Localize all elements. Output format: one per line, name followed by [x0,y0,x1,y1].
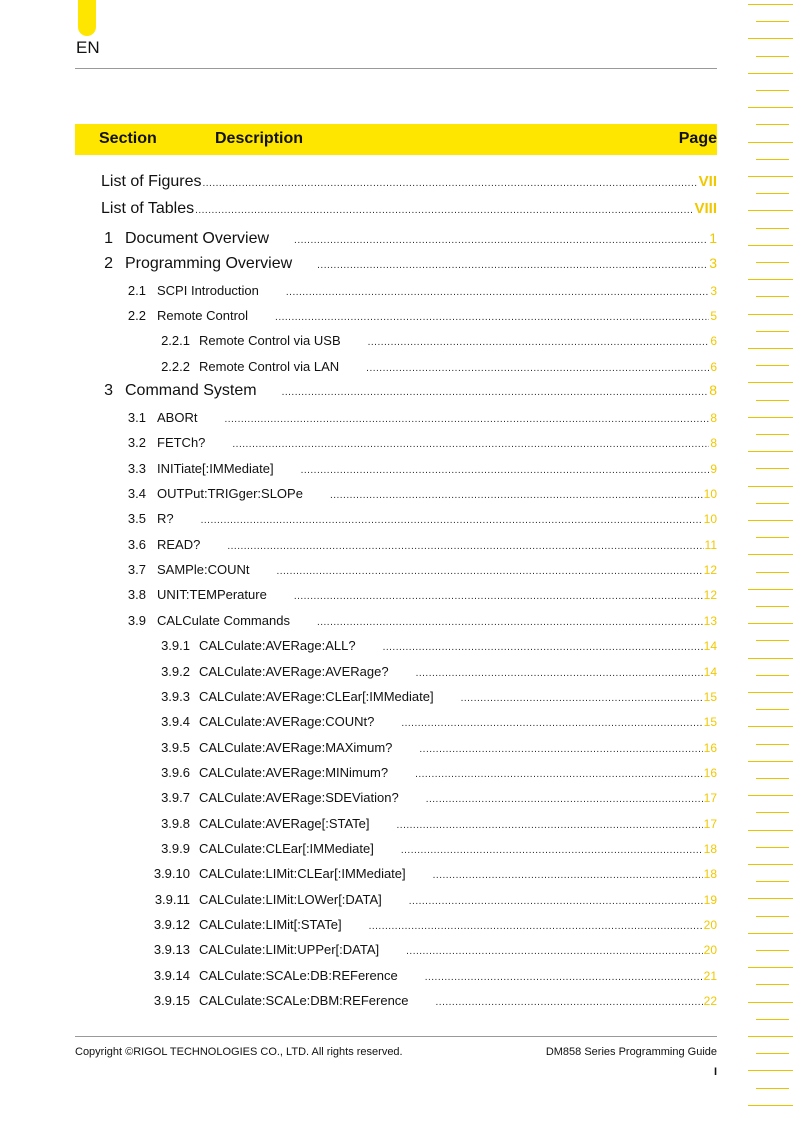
header-divider [75,68,717,69]
margin-tick [756,21,789,22]
toc-entry-title: CALCulate:LIMit:LOWer[:DATA] [199,891,382,907]
toc-leader-dots [201,515,703,526]
toc-entry-title: CALCulate:AVERage:SDEViation? [199,790,399,806]
toc-entry[interactable] [0,587,717,602]
language-label: EN [76,38,100,57]
toc-entry[interactable] [0,917,717,932]
margin-tick [748,967,793,968]
toc-entry-title: UNIT:TEMPerature [157,587,267,603]
toc-entry[interactable] [0,689,717,704]
margin-tick [756,640,789,641]
toc-entry-page: 18 [703,867,717,882]
toc-leader-dots [426,794,703,805]
toc-leader-dots [286,287,709,298]
margin-tick [756,812,789,813]
toc-leader-dots [415,769,703,780]
toc-entry-title: CALCulate:AVERage:COUNt? [199,714,375,730]
margin-tick [748,107,793,108]
toc-entry-number: 3.9.14 [153,967,190,983]
margin-tick [756,778,789,779]
margin-tick [756,1019,789,1020]
toc-entry-number: 3.2 [127,435,146,451]
margin-tick [756,434,789,435]
toc-leader-dots [401,718,702,729]
toc-entry-number: 3.7 [127,562,146,578]
toc-entry[interactable] [0,486,717,501]
toc-entry-number: 3.8 [127,587,146,603]
margin-tick [748,898,793,899]
toc-entry-number: 3.9.9 [161,840,190,856]
toc-entry[interactable] [0,435,717,450]
toc-entry-number: 3.9.10 [153,866,190,882]
toc-leader-dots [195,205,693,216]
toc-entry-number: 3.9.4 [161,714,190,730]
toc-entry[interactable] [0,173,717,191]
toc-entry-number: 2.2 [127,308,146,323]
toc-leader-dots [436,997,703,1008]
margin-tick [756,193,789,194]
toc-header-bar [75,124,717,155]
margin-tick [748,486,793,487]
toc-entry-page: VII [698,173,717,190]
toc-entry-number: 3.9.8 [161,815,190,831]
toc-entry[interactable] [0,230,717,248]
toc-entry-number: 3 [104,382,113,399]
margin-tick [756,365,789,366]
margin-tick [748,726,793,727]
footer-divider [75,1036,717,1037]
toc-entry-title: SCPI Introduction [157,283,259,298]
toc-entry-number: 3.9.2 [161,663,190,679]
toc-entry[interactable] [0,714,717,729]
toc-entry[interactable] [0,892,717,907]
toc-entry-title: List of Figures [101,173,202,190]
toc-entry-page: 8 [710,436,717,451]
margin-tick [748,210,793,211]
toc-entry[interactable] [0,841,717,856]
toc-entry-page: 16 [703,765,717,780]
toc-entry-number: 3.6 [127,536,146,552]
toc-entry-number: 3.5 [127,511,146,527]
toc-entry[interactable] [0,333,717,348]
toc-entry[interactable] [0,537,717,552]
toc-entry-title: CALCulate:AVERage:MINimum? [199,764,389,780]
toc-leader-dots [401,845,703,856]
toc-entry-title: Document Overview [125,230,270,247]
guide-title: DM858 Series Programming Guide [545,1046,717,1058]
toc-entry-page: 15 [703,715,717,730]
margin-tick [748,73,793,74]
margin-tick [756,468,789,469]
margin-tick [748,279,793,280]
toc-entry[interactable] [0,410,717,425]
margin-tick [748,933,793,934]
margin-tick [748,451,793,452]
margin-tick [756,331,789,332]
margin-tick [756,537,789,538]
toc-entry-page: VIII [694,200,717,217]
margin-tick [748,520,793,521]
toc-entry-page: 3 [709,255,717,271]
toc-leader-dots [383,642,703,653]
toc-entry-number: 2.2.1 [161,333,190,348]
toc-entry-page: 6 [710,360,717,374]
margin-tick [748,176,793,177]
toc-entry-page: 12 [703,588,717,603]
margin-tick [756,606,789,607]
margin-tick [756,881,789,882]
margin-tick [756,847,789,848]
margin-tick [756,709,789,710]
toc-entry-page: 9 [710,461,717,476]
toc-entry-title: R? [157,511,174,527]
toc-entry-page: 11 [704,537,717,552]
toc-leader-dots [276,566,702,577]
toc-entry-page: 8 [709,382,717,398]
toc-entry[interactable] [0,511,717,526]
toc-entry-page: 14 [703,639,717,654]
toc-entry-number: 3.1 [127,410,146,425]
toc-entry-title: CALCulate:AVERage:MAXimum? [199,739,393,755]
toc-entry[interactable] [0,382,717,400]
toc-entry[interactable] [0,765,717,780]
margin-tick [756,916,789,917]
margin-tick [756,1088,789,1089]
toc-entry[interactable] [0,461,717,476]
toc-leader-dots [406,946,703,957]
toc-entry-title: CALCulate:LIMit:CLEar[:IMMediate] [199,866,406,882]
toc-entry[interactable] [0,866,717,881]
toc-entry[interactable] [0,200,717,218]
toc-leader-dots [275,312,709,323]
toc-leader-dots [294,591,703,602]
toc-leader-dots [227,541,703,552]
toc-entry-title: CALCulate:CLEar[:IMMediate] [199,840,374,856]
margin-tick [748,692,793,693]
toc-entry[interactable] [0,638,717,653]
margin-tick [748,245,793,246]
toc-leader-dots [330,490,703,501]
toc-entry-title: CALCulate:LIMit[:STATe] [199,917,342,932]
toc-entry-page: 6 [710,334,717,348]
toc-leader-dots [301,465,710,476]
toc-entry-page: 1 [709,230,717,246]
toc-entry-page: 3 [710,284,717,298]
margin-tick [756,56,789,57]
margin-tick [756,228,789,229]
margin-tick [756,984,789,985]
margin-tick [748,864,793,865]
page-number: I [713,1066,717,1078]
toc-entry-title: CALCulate:AVERage:AVERage? [199,663,389,679]
margin-tick [748,761,793,762]
toc-entry[interactable] [0,613,717,628]
toc-entry[interactable] [0,790,717,805]
toc-entry-title: CALCulate:AVERage:CLEar[:IMMediate] [199,688,434,704]
margin-tick [748,348,793,349]
toc-entry-page: 17 [703,791,717,806]
toc-entry-title: CALCulate:AVERage:ALL? [199,638,356,654]
margin-tick [748,623,793,624]
toc-entry-number: 2.2.2 [161,359,190,374]
toc-header-section: Section [99,130,157,147]
toc-entry-title: SAMPle:COUNt [157,562,250,578]
margin-tick [756,159,789,160]
margin-tick [756,400,789,401]
margin-tick [748,1070,793,1071]
toc-entry-title: ABORt [157,410,198,425]
margin-tick [756,572,789,573]
margin-tick-strip [744,0,793,1122]
toc-leader-dots [425,972,703,983]
margin-tick [748,589,793,590]
toc-entry-number: 2.1 [127,283,146,298]
margin-tick [748,1105,793,1106]
toc-leader-dots [433,870,703,881]
toc-entry-page: 19 [703,892,717,907]
toc-entry-page: 22 [703,994,717,1009]
margin-tick [748,142,793,143]
toc-leader-dots [369,921,703,932]
toc-entry-title: CALCulate:AVERage[:STATe] [199,815,370,831]
toc-entry-title: List of Tables [101,200,195,217]
toc-entry[interactable] [0,308,717,323]
margin-tick [748,554,793,555]
margin-tick [756,296,789,297]
toc-entry-title: CALCulate:SCALe:DB:REFerence [199,967,398,983]
toc-leader-dots [409,896,703,907]
toc-header-description: Description [215,130,304,147]
margin-tick [748,38,793,39]
toc-entry[interactable] [0,993,717,1008]
margin-tick [748,314,793,315]
margin-tick [748,1002,793,1003]
toc-leader-dots [294,235,708,246]
toc-entry-page: 12 [703,563,717,578]
toc-leader-dots [224,414,709,425]
toc-entry[interactable] [0,562,717,577]
toc-entry-number: 3.9.13 [153,942,190,958]
margin-tick [756,90,789,91]
toc-entry-title: Remote Control via LAN [199,359,340,374]
margin-tick [748,417,793,418]
toc-entry[interactable] [0,968,717,983]
toc-entry-title: OUTPut:TRIGger:SLOPe [157,486,303,502]
toc-entry-page: 16 [703,740,717,755]
toc-leader-dots [368,337,710,348]
copyright-notice: Copyright ©RIGOL TECHNOLOGIES CO., LTD. All rights reserved. [75,1046,403,1058]
toc-leader-dots [366,363,709,374]
toc-leader-dots [202,178,697,189]
toc-entry-number: 3.4 [127,486,146,502]
margin-tick [756,503,789,504]
toc-entry-title: FETCh? [157,435,206,451]
toc-entry-title: CALCulate Commands [157,612,290,628]
toc-entry-number: 3.9.1 [161,638,190,654]
margin-tick [748,1036,793,1037]
toc-entry-page: 10 [703,512,717,527]
language-tab-marker [78,0,96,36]
toc-entry-page: 8 [710,411,717,425]
toc-entry-page: 14 [703,664,717,679]
toc-header-page: Page [678,130,717,147]
toc-entry-title: READ? [157,536,201,552]
toc-leader-dots [317,260,708,271]
toc-entry-number: 3.9 [127,612,146,628]
toc-entry[interactable] [0,359,717,374]
toc-entry[interactable] [0,740,717,755]
toc-entry-number: 3.9.3 [161,688,190,704]
toc-entry-title: CALCulate:SCALe:DBM:REFerence [199,993,409,1009]
toc-entry-page: 5 [710,309,717,323]
toc-entry-number: 3.9.11 [154,891,190,907]
toc-entry-title: Remote Control via USB [199,333,341,348]
margin-tick [756,675,789,676]
toc-entry-number: 3.9.7 [161,790,190,806]
toc-entry-title: Programming Overview [125,255,293,272]
margin-tick [748,658,793,659]
margin-tick [748,4,793,5]
margin-tick [756,124,789,125]
margin-tick [748,795,793,796]
margin-tick [748,382,793,383]
toc-leader-dots [232,439,709,450]
toc-entry-page: 17 [703,816,717,831]
toc-entry[interactable] [0,255,717,273]
toc-entry-number: 3.9.6 [161,764,190,780]
toc-entry-title: INITiate[:IMMediate] [157,460,274,476]
toc-leader-dots [419,744,702,755]
toc-entry[interactable] [0,942,717,957]
toc-entry-page: 21 [703,968,717,983]
toc-entry-page: 13 [703,613,717,628]
toc-leader-dots [317,617,703,628]
toc-leader-dots [282,387,709,398]
margin-tick [756,950,789,951]
toc-entry-page: 15 [703,689,717,704]
toc-entry-page: 18 [703,841,717,856]
toc-entry-title: Remote Control [157,308,249,323]
toc-entry-number: 3.3 [127,460,146,476]
toc-entry-number: 3.9.15 [153,993,190,1009]
toc-entry[interactable] [0,664,717,679]
toc-leader-dots [397,820,703,831]
toc-entry-title: CALCulate:LIMit:UPPer[:DATA] [199,942,380,958]
margin-tick [756,744,789,745]
margin-tick [756,262,789,263]
toc-entry-number: 2 [104,255,113,272]
toc-leader-dots [416,668,703,679]
toc-entry[interactable] [0,816,717,831]
toc-entry-number: 3.9.12 [153,917,190,932]
toc-entry-page: 20 [703,918,717,932]
toc-leader-dots [461,693,703,704]
margin-tick [748,830,793,831]
toc-entry[interactable] [0,283,717,298]
toc-entry-title: Command System [125,382,257,399]
margin-tick [756,1053,789,1054]
toc-entry-number: 1 [104,230,113,247]
toc-entry-number: 3.9.5 [161,739,190,755]
toc-entry-page: 10 [703,487,717,502]
toc-entry-page: 20 [703,943,717,958]
